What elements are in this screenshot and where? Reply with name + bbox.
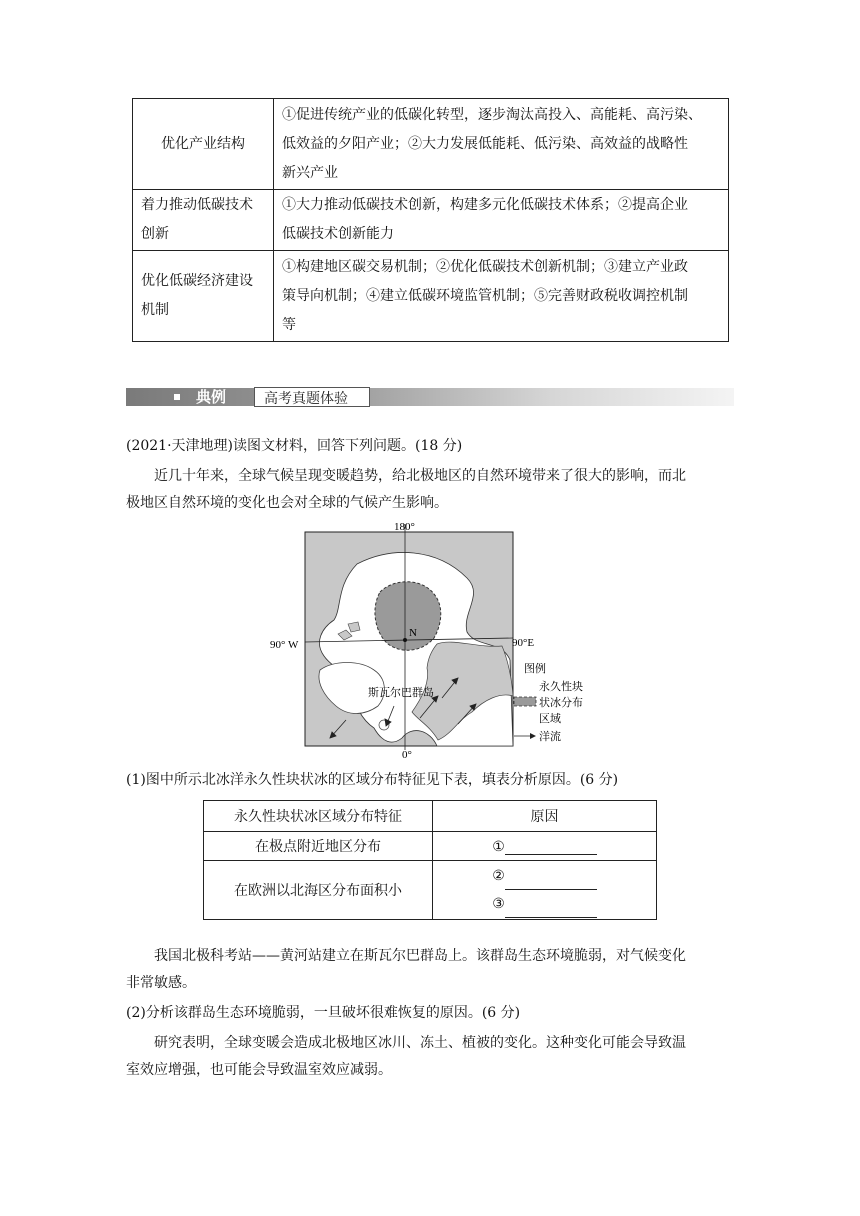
legend-title: 图例 xyxy=(524,662,546,675)
table-header: 永久性块状冰区域分布特征 xyxy=(204,801,433,832)
paragraph-line: 近几十年来，全球气候呈现变暖趋势，给北极地区的自然环境带来了很大的影响，而北 xyxy=(154,468,686,484)
island-label: 斯瓦尔巴群岛 xyxy=(368,686,434,699)
feature-cell: 在欧洲以北海区分布面积小 xyxy=(204,861,433,920)
map-label-90e: 90°E xyxy=(512,637,535,649)
table-row xyxy=(133,190,729,251)
table-row xyxy=(133,99,729,190)
row-content xyxy=(274,251,729,342)
answer-blank[interactable] xyxy=(505,873,597,890)
legend-ice-line: 状冰分布 xyxy=(539,696,583,709)
text-line: 创新 xyxy=(141,226,169,242)
text-line: 新兴产业 xyxy=(282,164,338,181)
text-line: ①大力推动低碳技术创新，构建多元化低碳技术体系；②提高企业 xyxy=(282,197,688,213)
banner-tag: 高考真题体验 xyxy=(264,391,348,407)
map-label-0: 0° xyxy=(402,749,412,760)
legend-ice-line: 永久性块 xyxy=(539,680,583,693)
answer-number: ② xyxy=(492,868,505,884)
answer-blank[interactable] xyxy=(505,901,597,918)
question-1: (1)图中所示北冰洋永久性块状冰的区域分布特征见下表，填表分析原因。(6 分) xyxy=(126,772,619,788)
bullet-square-icon xyxy=(174,394,180,400)
table-header-row xyxy=(204,801,657,832)
question-2: (2)分析该群岛生态环境脆弱，一旦破坏很难恢复的原因。(6 分) xyxy=(126,1005,521,1021)
banner-label: 典例 xyxy=(196,388,227,406)
text-line: 着力推动低碳技术 xyxy=(141,197,253,213)
text-line: 策导向机制；④建立低碳环境监管机制；⑤完善财政税收调控机制 xyxy=(282,287,688,304)
legend-current-arrow-head xyxy=(530,733,536,739)
paragraph-line: 非常敏感。 xyxy=(126,975,196,991)
text-line: ①构建地区碳交易机制；②优化低碳技术创新机制；③建立产业政 xyxy=(282,258,688,275)
feature-cell: 在极点附近地区分布 xyxy=(204,832,433,861)
text-line: 低效益的夕阳产业；②大力发展低能耗、低污染、高效益的战略性 xyxy=(282,135,688,152)
legend-ice-line: 区域 xyxy=(539,712,561,725)
row-label xyxy=(133,251,274,342)
pole-label: N xyxy=(409,627,417,639)
text-line: 机制 xyxy=(141,302,169,318)
pole-point xyxy=(403,638,407,642)
row-content xyxy=(274,99,729,190)
legend-ice-swatch xyxy=(514,697,536,706)
answer-cell xyxy=(433,861,657,920)
paragraph-line: 极地区自然环境的变化也会对全球的气候产生影响。 xyxy=(126,495,448,511)
text-line: 低碳技术创新能力 xyxy=(282,226,394,242)
paragraph-line: 研究表明，全球变暖会造成北极地区冰川、冻土、植被的变化。这种变化可能会导致温 xyxy=(154,1035,686,1051)
map-label-180: 180° xyxy=(394,521,415,533)
text-line: ①促进传统产业的低碳化转型，逐步淘汰高投入、高能耗、高污染、 xyxy=(282,106,702,123)
paragraph-line: 室效应增强，也可能会导致温室效应减弱。 xyxy=(126,1062,392,1078)
row-label xyxy=(133,190,274,251)
table-header: 原因 xyxy=(433,801,657,832)
map-label-90w: 90° W xyxy=(270,639,299,651)
measures-table xyxy=(132,98,729,342)
answer-blank[interactable] xyxy=(505,838,597,855)
row-content xyxy=(274,190,729,251)
text-line: 优化低碳经济建设 xyxy=(141,273,253,289)
question-source: (2021·天津地理)读图文材料，回答下列问题。(18 分) xyxy=(126,438,463,454)
answer-cell xyxy=(433,832,657,861)
table-row xyxy=(204,832,657,861)
arctic-map xyxy=(262,520,602,760)
section-banner xyxy=(126,384,734,410)
legend-current-label: 洋流 xyxy=(539,730,561,743)
text-line: 等 xyxy=(282,316,296,333)
paragraph-line: 我国北极科考站——黄河站建立在斯瓦尔巴群岛上。该群岛生态环境脆弱，对气候变化 xyxy=(154,948,686,964)
row-label: 优化产业结构 xyxy=(133,99,274,190)
table-row xyxy=(133,251,729,342)
q1-table xyxy=(203,800,657,920)
answer-number: ① xyxy=(492,838,505,855)
table-row xyxy=(204,861,657,920)
answer-number: ③ xyxy=(492,896,505,912)
